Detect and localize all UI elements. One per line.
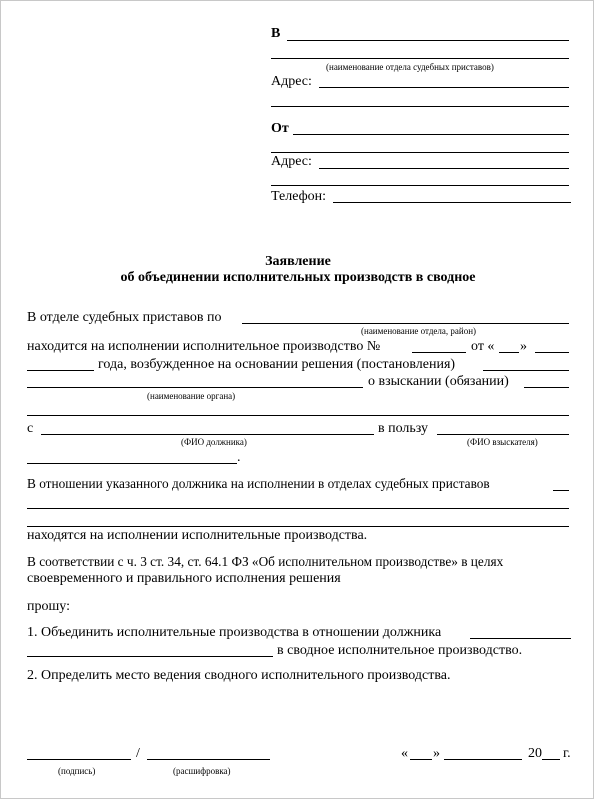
to-line-2[interactable] [271,58,569,59]
from-label: От [271,121,289,136]
signature-slash: / [136,746,140,761]
other-depts-line[interactable] [553,490,569,491]
ask-label: прошу: [27,599,70,614]
date-month-line[interactable] [444,759,522,760]
year-prefix: 20 [528,746,542,761]
p1-start: В отделе судебных приставов по [27,310,222,325]
address2-label: Адрес: [271,154,312,169]
p1-line2-a: находится на исполнении исполнительное производство № [27,339,381,354]
other-depts-line-3[interactable] [27,526,569,527]
dept-line[interactable] [242,323,569,324]
title-line-1: Заявление [265,254,331,269]
signature-line[interactable] [27,759,131,760]
item1-debtor-line[interactable] [470,638,571,639]
p1-line2-b: от « [471,339,495,354]
year-line[interactable] [27,370,94,371]
creditor-line[interactable] [437,434,569,435]
phone-line[interactable] [333,202,571,203]
caption-organ: (наименование органа) [147,391,236,401]
item1-line1: 1. Объединить исполнительные производства в отношении должника [27,625,442,640]
to-label: В [271,26,281,41]
caption-signature: (подпись) [58,766,96,776]
subject-line-2[interactable] [27,415,569,416]
item1-line2: в сводное исполнительное производство. [277,643,523,658]
from-line[interactable] [293,134,569,135]
caption-creditor: (ФИО взыскателя) [467,437,538,447]
organ-line[interactable] [27,387,363,388]
decode-line[interactable] [147,759,270,760]
month-line[interactable] [535,352,569,353]
period: . [237,450,241,465]
address2-line[interactable] [319,168,569,169]
p3-line1: В соответствии с ч. 3 ст. 34, ст. 64.1 ФЗ «Об исполнительном производстве» в целях [27,554,504,569]
address-line-2[interactable] [271,106,569,107]
p2-line3: находятся на исполнении исполнительные производства. [27,528,368,543]
creditor-line-2[interactable] [27,463,237,464]
debtor-line[interactable] [41,434,374,435]
p1-line2-c: » [520,339,527,354]
date-day-line[interactable] [410,759,432,760]
caption-dept: (наименование отдела, район) [361,326,477,336]
phone-label: Телефон: [271,189,327,204]
subject-line[interactable] [524,387,569,388]
caption-debtor: (ФИО должника) [181,437,247,447]
title-line-2: об объединении исполнительных производств в сводное [120,270,476,285]
item1-debtor-line-2[interactable] [27,656,273,657]
p1-line6-c: с [27,421,34,436]
p1-line3-a: года, возбужденное на основании решения (постановления) [98,357,456,372]
to-line[interactable] [287,40,569,41]
item2: 2. Определить место ведения сводного исполнительного производства. [27,668,451,683]
year-suffix: г. [563,746,571,761]
decision-line[interactable] [483,370,569,371]
date-open-quote: « [401,746,408,761]
case-number-line[interactable] [412,352,466,353]
p1-line6-favor: в пользу [378,421,429,436]
date-year-line[interactable] [542,759,560,760]
other-depts-line-2[interactable] [27,508,569,509]
p2-line1: В отношении указанного должника на исполнении в отделах судебных приставов [27,476,490,491]
to-caption: (наименование отдела судебных приставов) [326,62,494,72]
p3-line2: своевременного и правильного исполнения решения [27,571,341,586]
address-line[interactable] [319,87,569,88]
address2-line-2[interactable] [271,185,569,186]
caption-decode: (расшифровка) [173,766,231,776]
p1-line4-a: о взыскании (обязании) [368,374,509,389]
date-close-quote: » [433,746,440,761]
from-line-2[interactable] [271,152,569,153]
day-line[interactable] [499,352,519,353]
address-label: Адрес: [271,74,312,89]
